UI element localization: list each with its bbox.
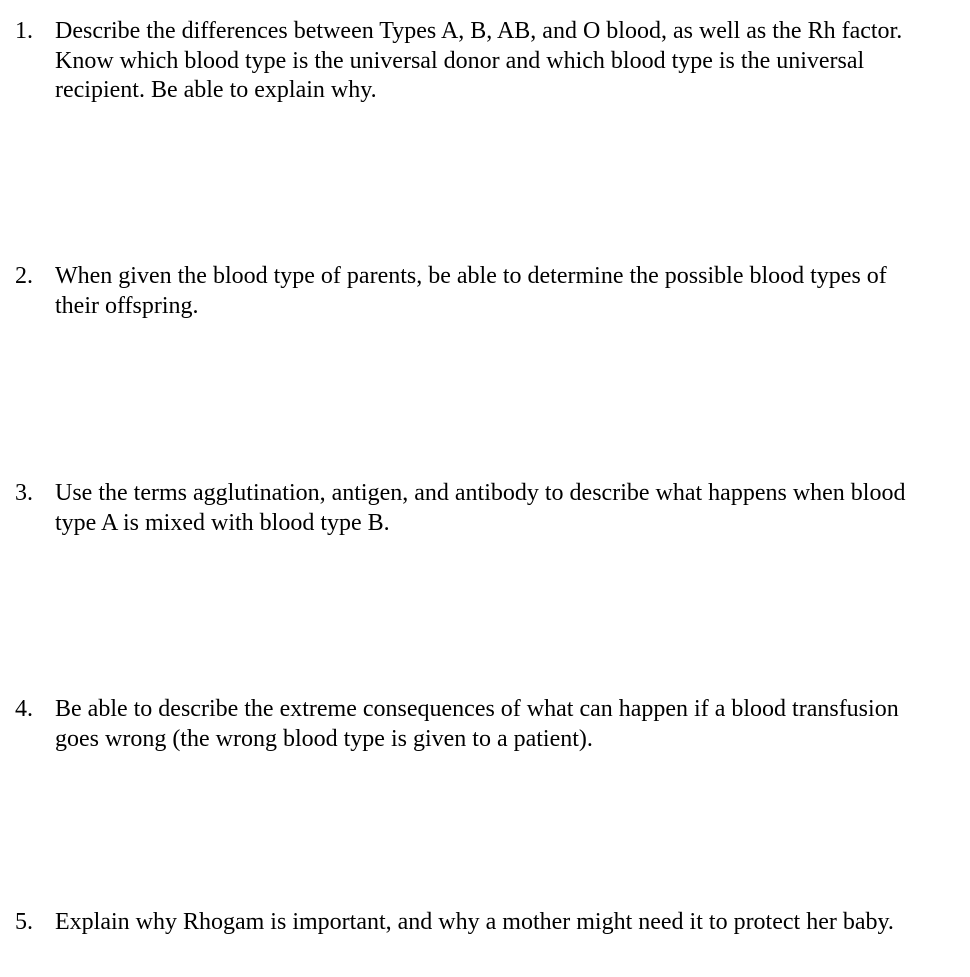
- question-line: Explain why Rhogam is important, and why a mother might need it to protect her baby.: [55, 909, 894, 935]
- question-number: 3.: [15, 480, 33, 506]
- question-line: their offspring.: [55, 292, 199, 319]
- question-line: When given the blood type of parents, be able to determine the possible blood types of: [55, 263, 887, 289]
- question-line: Describe the differences between Types A, B, AB, and O blood, as well as the Rh factor.: [55, 18, 903, 44]
- question-line: goes wrong (the wrong blood type is given to a patient).: [55, 725, 593, 752]
- question-line: Use the terms agglutination, antigen, and antibody to describe what happens when blood: [55, 480, 906, 506]
- question-line: recipient. Be able to explain why.: [55, 77, 377, 103]
- question-line: Know which blood type is the universal donor and which blood type is the universal: [55, 47, 865, 74]
- question-number: 4.: [15, 696, 33, 722]
- question-line: Be able to describe the extreme consequences of what can happen if a blood transfusion: [55, 696, 899, 722]
- question-number: 2.: [15, 263, 33, 289]
- question-text: [55, 695, 899, 754]
- question-text: [55, 908, 894, 938]
- question-text: [55, 17, 902, 106]
- question-text: [55, 262, 887, 321]
- question-number: 1.: [15, 18, 33, 44]
- question-line: type A is mixed with blood type B.: [55, 509, 390, 536]
- question-number: 5.: [15, 909, 33, 935]
- question-text: [55, 479, 905, 538]
